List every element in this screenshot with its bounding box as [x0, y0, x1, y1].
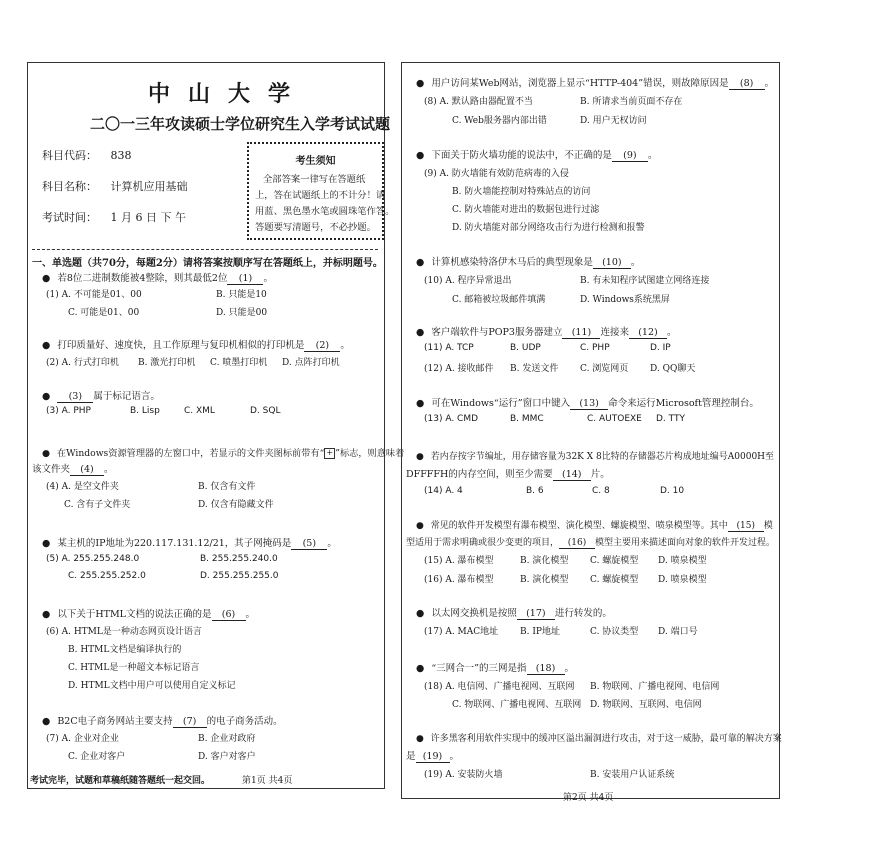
option: B. 激光打印机: [138, 358, 196, 368]
question-18: ● “三网合一”的三网是指 (18) 。: [416, 660, 574, 675]
question-19: ● 许多黑客利用软件实现中的缓冲区溢出漏洞进行攻击，对于这一威胁，最可靠的解决方案: [416, 731, 782, 744]
subject-name-label: 科目名称：: [42, 180, 97, 193]
page-number: 第2页 共4页: [563, 793, 614, 803]
question-4: ● 在Windows资源管理器的左窗口中，若显示的文件夹图标前带有“ + ”标志，则意味着: [42, 445, 404, 459]
answer-blank: (16): [559, 538, 595, 549]
option: (9) A. 防火墙能有效防范病毒的入侵: [424, 169, 569, 179]
option: D. 只能是00: [216, 308, 268, 318]
notice-line: 上，答在试题纸上的不计分！请: [255, 190, 386, 201]
option: C. 含有子文件夹: [64, 500, 131, 510]
option: B. 企业对政府: [198, 734, 256, 744]
answer-blank: (2): [304, 340, 340, 352]
notice-line: 全部答案一律写在答题纸: [263, 174, 366, 185]
subject-name-row: [42, 178, 188, 194]
option: D. 点阵打印机: [282, 358, 340, 368]
question-14-cont: DFFFFH的内存空间，则至少需要 (14) 片。: [406, 469, 610, 480]
option: (4) A. 是空文件夹: [46, 482, 119, 492]
option: (1) A. 不可能是01、00: [46, 290, 142, 300]
option: B. UDP: [510, 343, 541, 353]
answer-blank: (3): [57, 391, 93, 403]
option: B. 发送文件: [510, 364, 559, 374]
option: C. XML: [184, 406, 215, 416]
option: B. 有未知程序试图建立网络连接: [580, 276, 710, 286]
answer-blank: (18): [527, 663, 565, 675]
question-2: ● 打印质量好、速度快，且工作原理与复印机相似的打印机是 (2) 。: [42, 337, 350, 352]
option: B. 演化模型: [520, 556, 569, 566]
option: (5) A. 255.255.248.0: [46, 554, 140, 564]
answer-blank: (11): [562, 327, 600, 339]
question-15-16: ● 常见的软件开发模型有瀑布模型、演化模型、螺旋模型、喷泉模型等。其中 (15) 模: [416, 518, 773, 532]
question-8: ● 用户访问某Web网站，浏览器上显示“HTTP-404”错误，则故障原因是 (8) 。: [416, 75, 774, 90]
option: (6) A. HTML是一种动态网页设计语言: [46, 627, 202, 637]
option: C. PHP: [580, 343, 610, 353]
question-4-cont: 该文件夹 (4) 。: [32, 464, 114, 475]
answer-blank: (7): [173, 716, 207, 728]
question-1: ● 若8位二进制数能被4整除，则其最低2位 (1) 。: [42, 270, 273, 285]
expand-plus-icon: +: [324, 448, 335, 459]
question-3: ● (3) 属于标记语言。: [42, 388, 160, 403]
question-10: ● 计算机感染特洛伊木马后的典型现象是 (10) 。: [416, 254, 640, 269]
answer-blank: (19): [416, 751, 450, 763]
option: D. 防火墙能对部分网络攻击行为进行检测和报警: [452, 223, 645, 233]
option: C. Web服务器内部出错: [452, 116, 547, 126]
question-14: ● 若内存按字节编址，用存储容量为32K X 8比特的存储器芯片构成地址编号A0000H至: [416, 449, 774, 462]
page-number: 第1页 共4页: [242, 776, 293, 786]
answer-blank: (12): [629, 327, 667, 339]
notice-title: 考生须知: [295, 156, 336, 167]
option: B. MMC: [510, 414, 544, 424]
option: B. Lisp: [130, 406, 160, 416]
option: C. 喷墨打印机: [210, 358, 268, 368]
option: (8) A. 默认路由器配置不当: [424, 97, 533, 107]
option: D. 255.255.255.0: [200, 571, 279, 581]
option: D. 用户无权访问: [580, 116, 647, 126]
option: D. 仅含有隐藏文件: [198, 500, 274, 510]
option: (10) A. 程序异常退出: [424, 276, 512, 286]
subject-code: 838: [110, 149, 132, 162]
option: B. 6: [526, 486, 544, 496]
option: C. 螺旋模型: [590, 556, 639, 566]
question-5: ● 某主机的IP地址为220.117.131.12/21，其子网掩码是 (5) 。: [42, 535, 337, 550]
option: D. HTML文档中用户可以使用自定义标记: [68, 681, 236, 691]
option: D. 喷泉模型: [658, 575, 707, 585]
option: (13) A. CMD: [424, 414, 479, 424]
option: C. 企业对客户: [68, 752, 126, 762]
option: (15) A. 瀑布模型: [424, 556, 494, 566]
question-11-12: ● 客户端软件与POP3服务器建立 (11) 连接来 (12) 。: [416, 324, 676, 339]
option: C. 物联网、广播电视网、互联网: [452, 700, 582, 710]
notice-line: 用蓝、黑色墨水笔或圆珠笔作答。: [255, 206, 395, 217]
option: C. 协议类型: [590, 627, 639, 637]
question-6: ● 以下关于HTML文档的说法正确的是 (6) 。: [42, 606, 255, 621]
question-19-cont: 是 (19) 。: [406, 751, 460, 762]
option: B. IP地址: [520, 627, 560, 637]
option: D. 物联网、互联网、电信网: [590, 700, 702, 710]
option: B. 演化模型: [520, 575, 569, 585]
option: C. AUTOEXE: [587, 414, 642, 424]
option: B. 防火墙能控制对特殊站点的访问: [452, 187, 591, 197]
notice-line: 答题要写清题号，不必抄题。: [255, 222, 376, 233]
option: (12) A. 接收邮件: [424, 364, 494, 374]
exam-time-label: 考试时间：: [42, 211, 97, 224]
question-13: ● 可在Windows“运行”窗口中键入 (13) 命令来运行Microsoft管理控制台。: [416, 395, 759, 410]
option: B. 安装用户认证系统: [590, 770, 675, 780]
exam-time: 1 月 6 日 下 午: [110, 211, 186, 224]
option: D. 客户对客户: [198, 752, 256, 762]
option: D. QQ聊天: [650, 364, 696, 374]
option: D. IP: [650, 343, 671, 353]
subject-name: 计算机应用基础: [110, 180, 188, 193]
option: (11) A. TCP: [424, 343, 474, 353]
option: (19) A. 安装防火墙: [424, 770, 503, 780]
answer-blank: (4): [70, 464, 104, 476]
option: C. 邮箱被垃圾邮件填满: [452, 295, 546, 305]
answer-blank: (6): [212, 609, 246, 621]
option: B. 只能是10: [216, 290, 267, 300]
option: C. 8: [592, 486, 610, 496]
exam-title: 二〇一三年攻读硕士学位研究生入学考试试题: [90, 115, 391, 133]
section-heading: 一、单选题（共70分，每题2分）请将答案按顺序写在答题纸上，并标明题号。: [32, 258, 383, 269]
option: D. Windows系统黑屏: [580, 295, 670, 305]
exam-page-1: [27, 62, 405, 789]
answer-blank: (14): [553, 469, 591, 481]
option: (2) A. 行式打印机: [46, 358, 119, 368]
answer-blank: (17): [517, 608, 555, 620]
answer-blank: (13): [570, 398, 608, 410]
option: D. 喷泉模型: [658, 556, 707, 566]
option: C. 255.255.252.0: [68, 571, 146, 581]
question-17: ● 以太网交换机是按照 (17) 进行转发的。: [416, 605, 612, 620]
question-7: ● B2C电子商务网站主要支持 (7) 的电子商务活动。: [42, 713, 283, 728]
question-15-16-cont: 型适用于需求明确或很少变更的项目， (16) 模型主要用来描述面向对象的软件开发过程。: [406, 538, 776, 548]
answer-blank: (15): [728, 521, 764, 532]
submission-note: 考试完毕，试题和草稿纸随答题纸一起交回。: [30, 776, 211, 786]
exam-page-2: [401, 62, 780, 799]
option: C. 防火墙能对进出的数据包进行过滤: [452, 205, 600, 215]
candidate-notice-box: [247, 142, 395, 240]
answer-blank: (10): [593, 257, 631, 269]
section-divider: [32, 249, 378, 250]
option: B. 物联网、广播电视网、电信网: [590, 682, 720, 692]
option: D. 端口号: [658, 627, 698, 637]
option: B. 255.255.240.0: [200, 554, 278, 564]
subject-code-row: [42, 147, 132, 163]
subject-code-label: 科目代码：: [42, 149, 97, 162]
option: (18) A. 电信网、广播电视网、互联网: [424, 682, 575, 692]
answer-blank: (9): [612, 150, 648, 162]
option: C. 螺旋模型: [590, 575, 639, 585]
option: B. 仅含有文件: [198, 482, 256, 492]
option: (7) A. 企业对企业: [46, 734, 119, 744]
answer-blank: (5): [291, 538, 327, 550]
option: C. 可能是01、00: [68, 308, 140, 318]
option: C. 浏览网页: [580, 364, 629, 374]
option: (17) A. MAC地址: [424, 627, 499, 637]
option: D. SQL: [250, 406, 281, 416]
answer-blank: (8): [729, 78, 765, 90]
answer-blank: (1): [227, 273, 263, 285]
option: (14) A. 4: [424, 486, 463, 496]
option: B. HTML文档是编译执行的: [68, 645, 182, 655]
option: C. HTML是一种超文本标记语言: [68, 663, 200, 673]
option: D. 10: [660, 486, 685, 496]
question-9: ● 下面关于防火墙功能的说法中，不正确的是 (9) 。: [416, 147, 657, 162]
exam-time-row: [42, 209, 186, 225]
option: D. TTY: [656, 414, 685, 424]
option: (3) A. PHP: [46, 406, 91, 416]
university-name: 中山大学: [148, 81, 309, 107]
option: B. 所请求当前页面不存在: [580, 97, 683, 107]
option: (16) A. 瀑布模型: [424, 575, 494, 585]
